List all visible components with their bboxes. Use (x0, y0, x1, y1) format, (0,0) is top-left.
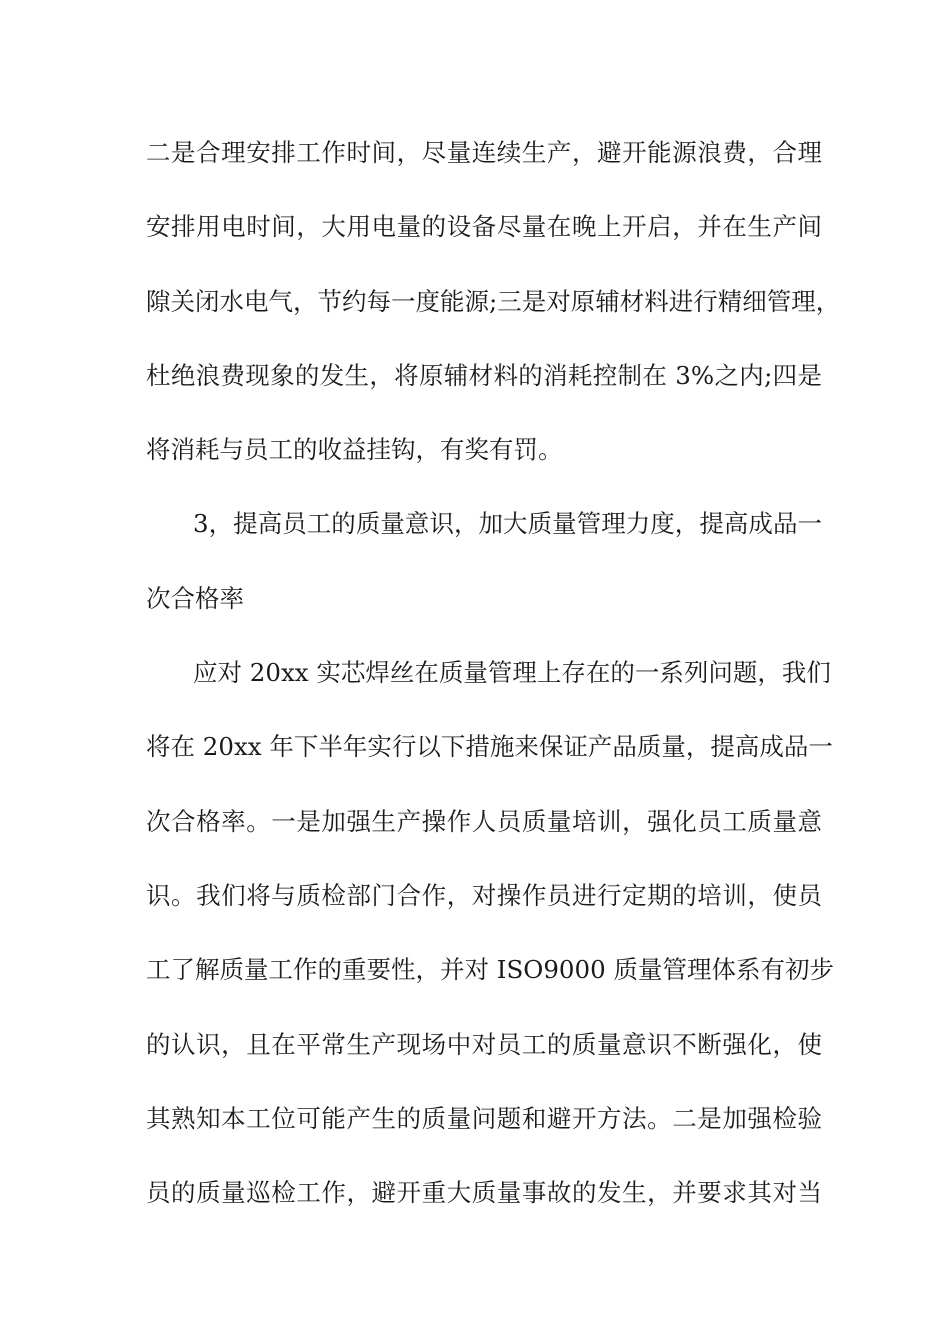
text-line: 识。我们将与质检部门合作，对操作员进行定期的培训，使员 (146, 880, 822, 910)
text-line: 隙关闭水电气，节约每一度能源;三是对原辅材料进行精细管理， (146, 286, 841, 316)
section-heading-line: 3，提高员工的质量意识，加大质量管理力度，提高成品一 (193, 509, 822, 539)
text-line: 杜绝浪费现象的发生，将原辅材料的消耗控制在 3%之内;四是 (146, 360, 822, 390)
text-line: 将消耗与员工的收益挂钩，有奖有罚。 (146, 435, 563, 465)
text-line: 二是合理安排工作时间，尽量连续生产，避开能源浪费，合理 (146, 138, 822, 167)
text-line: 将在 20xx 年下半年实行以下措施来保证产品质量，提高成品一 (146, 732, 833, 762)
text-line: 安排用电时间，大用电量的设备尽量在晚上开启，并在生产间 (146, 212, 822, 242)
text-line: 的认识，且在平常生产现场中对员工的质量意识不断强化，使 (146, 1029, 822, 1059)
text-line: 员的质量巡检工作，避开重大质量事故的发生，并要求其对当 (146, 1178, 822, 1208)
text-line: 次合格率。一是加强生产操作人员质量培训，强化员工质量意 (146, 806, 822, 836)
text-line: 工了解质量工作的重要性，并对 ISO9000 质量管理体系有初步 (146, 955, 834, 985)
text-line: 应对 20xx 实芯焊丝在质量管理上存在的一系列问题，我们 (193, 658, 831, 688)
section-heading-line: 次合格率 (146, 583, 244, 613)
text-line: 其熟知本工位可能产生的质量问题和避开方法。二是加强检验 (146, 1103, 822, 1133)
document-body (146, 129, 841, 1243)
